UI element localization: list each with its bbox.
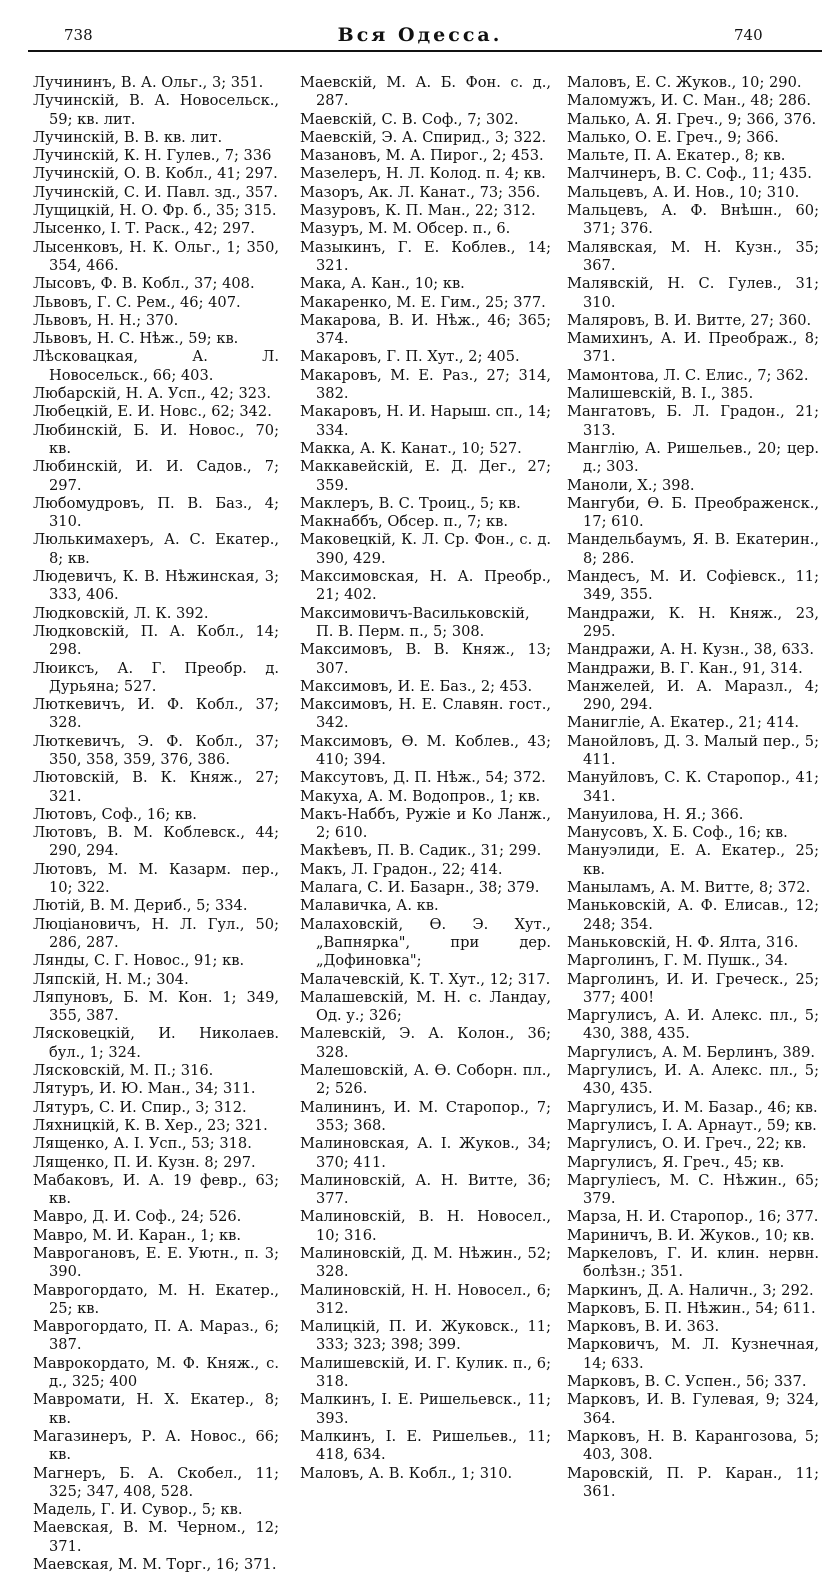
directory-entry: Людковскій, Л. К. 392. xyxy=(33,604,209,622)
directory-entry: Лучинскій, В. В. кв. лит. xyxy=(33,128,223,146)
directory-entry: Маргулисъ, И. А. Алекс. пл., 5; 430, 435. xyxy=(567,1062,819,1098)
directory-entry: Мазоръ, Ак. Л. Канат., 73; 356. xyxy=(300,183,541,201)
directory-entry: Маньковскій, А. Ф. Елисав., 12; 248; 354. xyxy=(567,897,819,933)
directory-entry: Малиновскій, Н. Н. Новосел., 6; 312. xyxy=(300,1281,551,1317)
directory-entry: Малчинеръ, В. С. Соф., 11; 435. xyxy=(567,165,812,183)
directory-entry: Максимовская, Н. А. Преобр., 21; 402. xyxy=(300,568,551,604)
directory-entry: Малицкій, П. И. Жуковск., 11; 333; 323; 398; 399. xyxy=(300,1318,551,1354)
page-header xyxy=(0,0,840,46)
directory-entry: Мандражи, В. Г. Кан., 91, 314. xyxy=(567,659,803,677)
directory-entry: Малешовскій, А. Ѳ. Соборн. пл., 2; 526. xyxy=(300,1062,551,1098)
directory-entry: Лютовъ, В. М. Коблевск., 44; 290, 294. xyxy=(33,824,279,860)
directory-entry: Мавро, М. И. Каран., 1; кв. xyxy=(33,1226,241,1244)
column-3 xyxy=(567,74,819,1501)
directory-entry: Любарскій, Н. А. Усп., 42; 323. xyxy=(33,385,271,403)
directory-entry: Ляхницкій, К. В. Хер., 23; 321. xyxy=(33,1116,268,1134)
directory-entry: Малкинъ, І. Е. Ришельевск., 11; 393. xyxy=(300,1391,551,1427)
directory-entry: Мавромати, Н. Х. Екатер., 8; кв. xyxy=(33,1391,279,1427)
directory-entry: Ляпуновъ, Б. М. Кон. 1; 349, 355, 387. xyxy=(33,988,279,1025)
directory-entry: Манжелей, И. А. Маразл., 4; 290, 294. xyxy=(567,677,819,714)
directory-entry: Лущицкій, Н. О. Фр. б., 35; 315. xyxy=(33,202,277,220)
directory-entry: Маклеръ, В. С. Троиц., 5; кв. xyxy=(300,494,521,512)
directory-entry: Лучинскій, В. А. Новосельск., 59; кв. лит. xyxy=(33,92,279,128)
directory-entry: Максутовъ, Д. П. Нѣж., 54; 372. xyxy=(300,769,546,787)
directory-entry: Малининъ, И. М. Старопор., 7; 353; 368. xyxy=(300,1098,551,1134)
directory-entry: Максимовъ, В. В. Княж., 13; 307. xyxy=(300,641,551,677)
directory-entry: Мангатовъ, Б. Л. Градон., 21; 313. xyxy=(567,403,819,439)
directory-entry: Маргулисъ, Я. Греч., 45; кв. xyxy=(567,1153,785,1171)
directory-entry: Лютій, В. М. Дериб., 5; 334. xyxy=(33,897,248,915)
directory-entry: Макаренко, М. Е. Гим., 25; 377. xyxy=(300,293,546,311)
directory-entry: Малиновская, А. І. Жуков., 34; 370; 411. xyxy=(300,1135,551,1171)
directory-entry: Мабаковъ, И. А. 19 февр., 63; кв. xyxy=(33,1171,279,1208)
directory-entry: Лященко, П. И. Кузн. 8; 297. xyxy=(33,1153,256,1171)
directory-entry: Мака, А. Кан., 10; кв. xyxy=(300,275,465,293)
directory-entry: Лятуръ, И. Ю. Ман., 34; 311. xyxy=(33,1080,256,1098)
directory-entry: Малашевскій, М. Н. с. Ландау, Од. у.; 326; xyxy=(300,988,551,1025)
directory-entry: Маноли, Х.; 398. xyxy=(567,476,695,494)
directory-entry: Мазыкинъ, Г. Е. Коблев., 14; 321. xyxy=(300,238,551,274)
directory-entry: Маргулисъ, І. А. Арнаут., 59; кв. xyxy=(567,1116,817,1134)
directory-entry: Максимовъ, Н. Е. Славян. гост., 342. xyxy=(300,696,551,732)
directory-entry: Маврогордато, М. Н. Екатер., 25; кв. xyxy=(33,1281,279,1317)
directory-entry: Любомудровъ, П. В. Баз., 4; 310. xyxy=(33,494,279,531)
directory-entry: Львовъ, Н. С. Нѣж., 59; кв. xyxy=(33,330,239,348)
page-number-right: 740 xyxy=(734,26,763,44)
directory-entry: Маргуліесъ, М. С. Нѣжин., 65; 379. xyxy=(567,1171,819,1208)
directory-entry: Люціановичъ, Н. Л. Гул., 50; 286, 287. xyxy=(33,915,279,951)
directory-entry: Лютовъ, Соф., 16; кв. xyxy=(33,805,197,823)
directory-entry: Макъ, Л. Градон., 22; 414. xyxy=(300,860,503,878)
directory-entry: Мазелеръ, Н. Л. Колод. п. 4; кв. xyxy=(300,165,546,183)
directory-entry: Лысенко, І. Т. Раск., 42; 297. xyxy=(33,220,255,238)
directory-entry: Любинскій, И. И. Садов., 7; 297. xyxy=(33,458,279,494)
directory-entry: Лѣсковацкая, А. Л. Новосельск., 66; 403. xyxy=(33,348,279,384)
directory-entry: Маркеловъ, Г. И. клин. нервн. болѣзн.; 351. xyxy=(567,1245,819,1281)
directory-entry: Львовъ, Г. С. Рем., 46; 407. xyxy=(33,293,241,311)
directory-entry: Мадель, Г. И. Сувор., 5; кв. xyxy=(33,1501,243,1519)
directory-entry: Маломужъ, И. С. Ман., 48; 286. xyxy=(567,92,811,110)
directory-entry: Макуха, А. М. Водопров., 1; кв. xyxy=(300,787,541,805)
directory-entry: Мазуръ, М. М. Обсер. п., 6. xyxy=(300,220,511,238)
directory-entry: Маевскій, С. В. Соф., 7; 302. xyxy=(300,110,519,128)
directory-entry: Лютовскій, В. К. Княж., 27; 321. xyxy=(33,769,279,805)
directory-entry: Мамонтова, Л. С. Елис., 7; 362. xyxy=(567,366,809,384)
directory-entry: Малиновскій, А. Н. Витте, 36; 377. xyxy=(300,1171,551,1208)
column-1 xyxy=(33,74,279,1574)
directory-entry: Магнеръ, Б. А. Скобел., 11; 325; 347, 408, 528. xyxy=(33,1464,279,1500)
column-2 xyxy=(300,74,551,1483)
directory-entry: Лянды, С. Г. Новос., 91; кв. xyxy=(33,952,245,970)
directory-entry: Маньковскій, Н. Ф. Ялта, 316. xyxy=(567,933,799,951)
directory-entry: Мандражи, А. Н. Кузн., 38, 633. xyxy=(567,641,814,659)
directory-entry: Малачевскій, К. Т. Хут., 12; 317. xyxy=(300,970,551,988)
directory-entry: Люткевичъ, Э. Ф. Кобл., 37; 350, 358, 359, 376, 386. xyxy=(33,732,279,768)
directory-entry: Маковецкій, К. Л. Ср. Фон., с. д. 390, 429. xyxy=(300,531,551,567)
directory-entry: Маркинъ, Д. А. Наличн., 3; 292. xyxy=(567,1281,814,1299)
directory-entry: Лысовъ, Ф. В. Кобл., 37; 408. xyxy=(33,275,255,293)
directory-entry: Макаровъ, М. Е. Раз., 27; 314, 382. xyxy=(300,366,551,403)
directory-entry: Марголинъ, И. И. Греческ., 25; 377; 400! xyxy=(567,970,819,1006)
directory-entry: Мамихинъ, А. И. Преображ., 8; 371. xyxy=(567,330,819,366)
directory-entry: Мавро, Д. И. Соф., 24; 526. xyxy=(33,1208,242,1226)
directory-entry: Ляпскій, Н. М.; 304. xyxy=(33,970,189,988)
directory-entry: Маныламъ, А. М. Витте, 8; 372. xyxy=(567,879,811,897)
directory-entry: Манойловъ, Д. З. Малый пер., 5; 411. xyxy=(567,732,819,768)
directory-entry: Малкинъ, І. Е. Ришельев., 11; 418, 634. xyxy=(300,1427,551,1464)
directory-entry: Марковъ, В. С. Успен., 56; 337. xyxy=(567,1373,807,1391)
header-rule xyxy=(28,50,822,52)
directory-entry: Маврокордато, М. Ф. Княж., с. д., 325; 400 xyxy=(33,1354,279,1391)
directory-entry: Максимовичъ-Васильковскій, П. В. Перм. п., 5; 308. xyxy=(300,604,530,640)
directory-entry: Мануйловъ, С. К. Старопор., 41; 341. xyxy=(567,769,819,805)
directory-entry: Манглію, А. Ришельев., 20; цер. д.; 303. xyxy=(567,439,819,476)
directory-entry: Лясковецкій, И. Николаев. бул., 1; 324. xyxy=(33,1025,279,1061)
directory-entry: Малаховскій, Ѳ. Э. Хут., „Вапнярка", при дер. „Дофиновка"; xyxy=(300,915,551,970)
directory-entry: Маевскій, М. А. Б. Фон. с. д., 287. xyxy=(300,74,551,110)
directory-entry: Мазановъ, М. А. Пирог., 2; 453. xyxy=(300,147,544,165)
directory-entry: Малько, А. Я. Греч., 9; 366, 376. xyxy=(567,110,817,128)
directory-entry: Марза, Н. И. Старопор., 16; 377. xyxy=(567,1208,819,1226)
directory-entry: Лятуръ, С. И. Спир., 3; 312. xyxy=(33,1098,247,1116)
directory-entry: Мазуровъ, К. П. Ман., 22; 312. xyxy=(300,202,536,220)
directory-entry: Лучинскій, К. Н. Гулев., 7; 336 xyxy=(33,147,272,165)
directory-entry: Малишевскій, В. І., 385. xyxy=(567,385,754,403)
directory-entry: Любинскій, Б. И. Новос., 70; кв. xyxy=(33,421,279,457)
directory-entry: Маврогановъ, Е. Е. Уютн., п. 3; 390. xyxy=(33,1245,279,1281)
directory-entry: Марковъ, Б. П. Нѣжин., 54; 611. xyxy=(567,1299,816,1317)
directory-entry: Маргулисъ, А. И. Алекс. пл., 5; 430, 388, 435. xyxy=(567,1007,819,1043)
directory-entry: Людевичъ, К. В. Нѣжинская, 3; 333, 406. xyxy=(33,568,279,604)
directory-entry: Малявская, М. Н. Кузн., 35; 367. xyxy=(567,238,819,274)
directory-entry: Марголинъ, Г. М. Пушк., 34. xyxy=(567,952,788,970)
directory-entry: Малиновскій, Д. М. Нѣжин., 52; 328. xyxy=(300,1245,551,1281)
directory-entry: Маккавейскій, Е. Д. Дег., 27; 359. xyxy=(300,458,551,494)
directory-entry: Маргулисъ, И. М. Базар., 46; кв. xyxy=(567,1098,818,1116)
directory-entry: Макаровъ, Н. И. Нарыш. сп., 14; 334. xyxy=(300,403,551,439)
directory-entry: Малага, С. И. Базарн., 38; 379. xyxy=(300,879,540,897)
directory-entry: Люлькимахеръ, А. С. Екатер., 8; кв. xyxy=(33,531,279,567)
directory-entry: Мальцевъ, А. И. Нов., 10; 310. xyxy=(567,183,800,201)
directory-entry: Маровскій, П. Р. Каран., 11; 361. xyxy=(567,1464,819,1500)
directory-entry: Малавичка, А. кв. xyxy=(300,897,439,915)
directory-entry: Макнаббъ, Обсер. п., 7; кв. xyxy=(300,513,508,531)
directory-entry: Малявскій, Н. С. Гулев., 31; 310. xyxy=(567,275,819,311)
directory-entry: Марковъ, Н. В. Карангозова, 5; 403, 308. xyxy=(567,1427,819,1464)
directory-entry: Макѣевъ, П. В. Садик., 31; 299. xyxy=(300,842,542,860)
directory-entry: Маляровъ, В. И. Витте, 27; 360. xyxy=(567,311,812,329)
directory-entry: Лясковскій, М. П.; 316. xyxy=(33,1062,214,1080)
directory-entry: Максимовъ, И. Е. Баз., 2; 453. xyxy=(300,677,533,695)
page-title: Вся Одесса. xyxy=(337,24,503,46)
directory-entry: Магазинеръ, Р. А. Новос., 66; кв. xyxy=(33,1427,279,1464)
directory-entry: Мандражи, К. Н. Княж., 23, 295. xyxy=(567,604,819,640)
directory-entry: Мальцевъ, А. Ф. Внѣшн., 60; 371; 376. xyxy=(567,202,819,238)
directory-entry: Малько, О. Е. Греч., 9; 366. xyxy=(567,128,779,146)
directory-entry: Марковичъ, М. Л. Кузнечная, 14; 633. xyxy=(567,1336,819,1372)
directory-entry: Марковъ, И. В. Гулевая, 9; 324, 364. xyxy=(567,1391,819,1427)
directory-entry: Макарова, В. И. Нѣж., 46; 365; 374. xyxy=(300,311,551,348)
directory-entry: Люткевичъ, И. Ф. Кобл., 37; 328. xyxy=(33,696,279,732)
directory-entry: Мандесъ, М. И. Софіевск., 11; 349, 355. xyxy=(567,568,819,604)
directory-entry: Мандельбаумъ, Я. В. Екатерин., 8; 286. xyxy=(567,531,819,567)
page-number-left: 738 xyxy=(64,26,93,44)
directory-entry: Лютовъ, М. М. Казарм. пер., 10; 322. xyxy=(33,860,279,897)
directory-entry: Львовъ, Н. Н.; 370. xyxy=(33,311,179,329)
directory-entry: Макка, А. К. Канат., 10; 527. xyxy=(300,439,522,457)
directory-entry: Лучинскій, О. В. Кобл., 41; 297. xyxy=(33,165,278,183)
directory-entry: Маловъ, А. В. Кобл., 1; 310. xyxy=(300,1464,513,1482)
directory-entry: Манусовъ, Х. Б. Соф., 16; кв. xyxy=(567,824,788,842)
directory-entry: Марковъ, В. И. 363. xyxy=(567,1318,720,1336)
directory-entry: Любецкій, Е. И. Новс., 62; 342. xyxy=(33,403,272,421)
directory-entry: Маевская, М. М. Торг., 16; 371. xyxy=(33,1556,277,1574)
directory-entry: Лысенковъ, Н. К. Ольг., 1; 350, 354, 466. xyxy=(33,238,279,274)
directory-entry: Мальте, П. А. Екатер., 8; кв. xyxy=(567,147,786,165)
directory-entry: Люиксъ, А. Г. Преобр. д. Дурьяна; 527. xyxy=(33,659,279,695)
directory-entry: Макъ-Наббъ, Ружіе и Ко Ланж., 2; 610. xyxy=(300,805,551,842)
directory-entry: Мануэлиди, Е. А. Екатер., 25; кв. xyxy=(567,842,819,878)
directory-entry: Малишевскій, И. Г. Кулик. п., 6; 318. xyxy=(300,1354,551,1391)
directory-entry: Мариничъ, В. И. Жуков., 10; кв. xyxy=(567,1226,815,1244)
directory-entry: Манигліе, А. Екатер., 21; 414. xyxy=(567,714,799,732)
directory-entry: Маврогордато, П. А. Мараз., 6; 387. xyxy=(33,1318,279,1354)
directory-entry: Маловъ, Е. С. Жуков., 10; 290. xyxy=(567,74,802,91)
directory-entry: Малиновскій, В. Н. Новосел., 10; 316. xyxy=(300,1208,551,1244)
directory-entry: Маргулисъ, О. И. Греч., 22; кв. xyxy=(567,1135,807,1153)
directory-entry: Лучининъ, В. А. Ольг., 3; 351. xyxy=(33,74,264,91)
directory-entry: Макаровъ, Г. П. Хут., 2; 405. xyxy=(300,348,520,366)
directory-entry: Мануилова, Н. Я.; 366. xyxy=(567,805,744,823)
directory-entry: Маевскій, Э. А. Спирид., 3; 322. xyxy=(300,128,547,146)
directory-entry: Лучинскій, С. И. Павл. зд., 357. xyxy=(33,183,278,201)
directory-entry: Мангуби, Ѳ. Б. Преображенск., 17; 610. xyxy=(567,494,819,531)
directory-entry: Лященко, А. І. Усп., 53; 318. xyxy=(33,1135,252,1153)
directory-entry: Максимовъ, Ѳ. М. Коблев., 43; 410; 394. xyxy=(300,732,551,768)
directory-entry: Маевская, В. М. Черном., 12; 371. xyxy=(33,1519,279,1555)
directory-entry: Людковскій, П. А. Кобл., 14; 298. xyxy=(33,622,279,659)
directory-entry: Малевскій, Э. А. Колон., 36; 328. xyxy=(300,1025,551,1061)
directory-entry: Маргулисъ, А. М. Берлинъ, 389. xyxy=(567,1043,815,1061)
